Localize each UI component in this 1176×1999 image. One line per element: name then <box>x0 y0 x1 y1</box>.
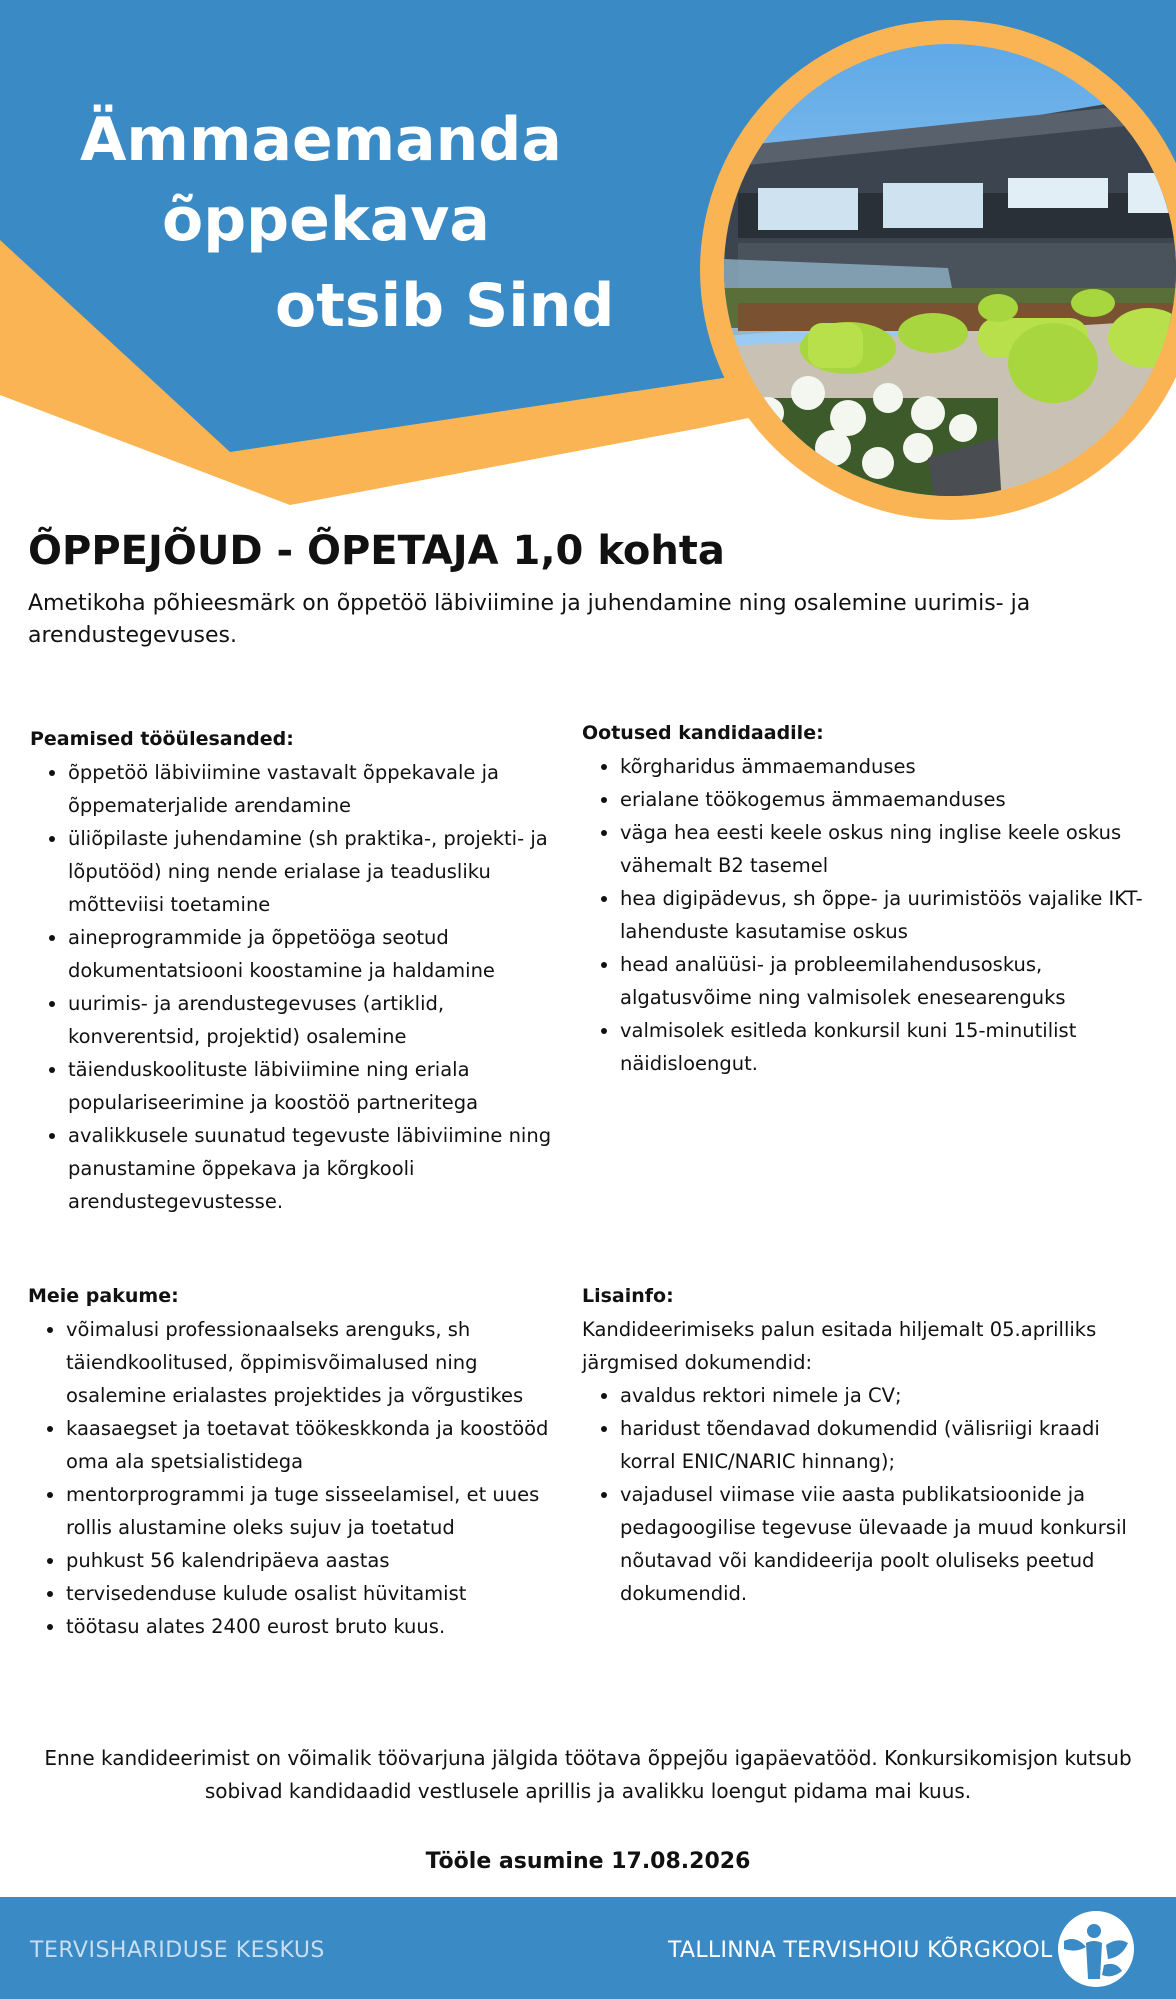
list-item: • üliõpilaste juhendamine (sh praktika-, projekti- ja lõputööd) ning nende erialase ja teadusliku mõtteviisi toetamine <box>68 822 560 921</box>
expectations-section <box>582 718 1162 1080</box>
footer-school-name: TALLINNA TERVISHOIU KÕRGKOOL <box>668 1938 1053 1963</box>
expectations-heading: Ootused kandidaadile: <box>582 722 824 744</box>
offer-heading: Meie pakume: <box>28 1285 179 1307</box>
hero-title-line-3: otsib Sind <box>275 271 615 341</box>
expectations-list <box>582 750 1162 1080</box>
list-item: • aineprogrammide ja õppetööga seotud dokumentatsiooni koostamine ja haldamine <box>68 921 560 987</box>
list-item: • kaasaegset ja toetavat töökeskkonda ja koostööd oma ala spetsialistidega <box>66 1412 558 1478</box>
list-item: • väga hea eesti keele oskus ning inglise keele oskus vähemalt B2 tasemel <box>620 816 1162 882</box>
list-item: • kõrgharidus ämmaemanduses <box>620 750 1162 783</box>
tasks-list <box>30 756 560 1218</box>
tasks-heading: Peamised tööülesanded: <box>30 728 294 750</box>
footer-bar <box>0 1897 1176 1999</box>
list-item: • õppetöö läbiviimine vastavalt õppekavale ja õppematerjalide arendamine <box>68 756 560 822</box>
hero-title-line-2: õppekava <box>162 185 490 255</box>
list-item: • töötasu alates 2400 eurost bruto kuus. <box>66 1610 558 1643</box>
list-item: • mentorprogrammi ja tuge sisseelamisel, et uues rollis alustamine oleks sujuv ja toetatud <box>66 1478 558 1544</box>
building-terrace-photo <box>698 18 1176 523</box>
footer-center-name: TERVISHARIDUSE KESKUS <box>30 1938 325 1963</box>
offer-list <box>28 1313 558 1643</box>
school-logo-icon <box>1056 1909 1136 1989</box>
list-item: • avaldus rektori nimele ja CV; <box>620 1379 1142 1412</box>
list-item: • vajadusel viimase viie aasta publikatsioonide ja pedagoogilise tegevuse ülevaade ja muud konkursil nõutavad või kandideerija poolt oluliseks peetud dokumendid. <box>620 1478 1142 1610</box>
list-item: • puhkust 56 kalendripäeva aastas <box>66 1544 558 1577</box>
info-intro: Kandideerimiseks palun esitada hiljemalt 05.aprilliks järgmised dokumendid: <box>582 1318 1097 1374</box>
list-item: • tervisedenduse kulude osalist hüvitamist <box>66 1577 558 1610</box>
info-heading: Lisainfo: <box>582 1285 674 1307</box>
closing-note: Enne kandideerimist on võimalik töövarjuna jälgida töötava õppejõu igapäevatööd. Konkursikomisjon kutsub sobivad kandidaadid vestlusele aprillis ja avalikku loengut pidama mai kuus. <box>44 1746 1132 1803</box>
start-date: Tööle asumine 17.08.2026 <box>425 1849 751 1874</box>
list-item: • valmisolek esitleda konkursil kuni 15-minutilist näidisloengut. <box>620 1014 1162 1080</box>
list-item: • avalikkusele suunatud tegevuste läbiviimine ning panustamine õppekava ja kõrgkooli arendustegevustesse. <box>68 1119 560 1218</box>
info-section <box>582 1281 1142 1610</box>
list-item: • head analüüsi- ja probleemilahendusoskus, algatusvõime ning valmisolek enesearenguks <box>620 948 1162 1014</box>
list-item: • võimalusi professionaalseks arenguks, sh täiendkoolitused, õppimisvõimalused ning osalemine erialastes projektides ja võrgustikes <box>66 1313 558 1412</box>
job-purpose: Ametikoha põhieesmärk on õppetöö läbiviimine ja juhendamine ning osalemine uurimis- ja arendustegevuses. <box>28 591 1031 648</box>
info-list <box>582 1379 1142 1610</box>
list-item: • uurimis- ja arendustegevuses (artiklid, konverentsid, projektid) osalemine <box>68 987 560 1053</box>
hero-title-line-1: Ämmaemanda <box>80 105 562 175</box>
list-item: • hea digipädevus, sh õppe- ja uurimistöös vajalike IKT-lahenduste kasutamise oskus <box>620 882 1162 948</box>
list-item: • haridust tõendavad dokumendid (välisriigi kraadi korral ENIC/NARIC hinnang); <box>620 1412 1142 1478</box>
list-item: • erialane töökogemus ämmaemanduses <box>620 783 1162 816</box>
offer-section <box>28 1281 558 1643</box>
list-item: • täienduskoolituste läbiviimine ning eriala populariseerimine ja koostöö partneritega <box>68 1053 560 1119</box>
tasks-section <box>30 724 560 1218</box>
job-title: ÕPPEJÕUD - ÕPETAJA 1,0 kohta <box>28 528 725 574</box>
